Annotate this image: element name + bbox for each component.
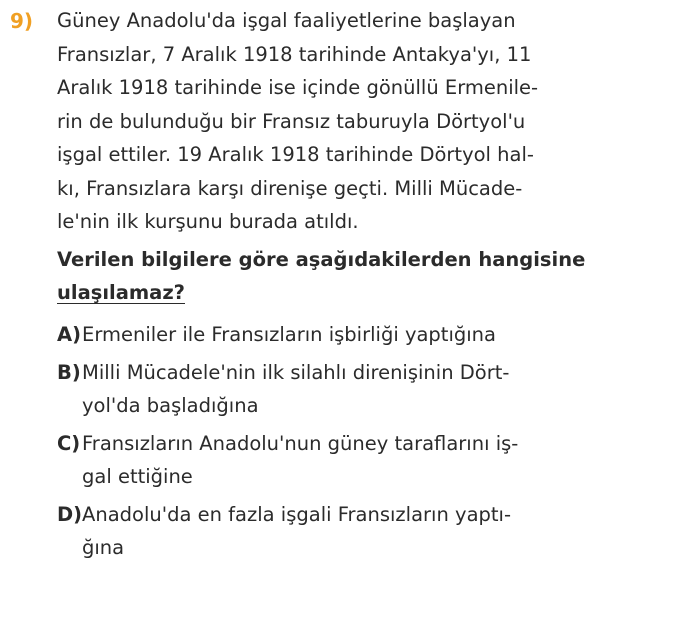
prompt-line-underlined xyxy=(57,276,665,310)
answer-options xyxy=(57,318,665,564)
option-text: yol'da başladığına xyxy=(82,393,259,417)
option-text: Ermeniler ile Fransızların işbirliği yaptığına xyxy=(82,322,496,346)
stem-line: Güney Anadolu'da işgal faaliyetlerine başlayan xyxy=(57,9,516,32)
option-text: ğına xyxy=(82,535,125,559)
option-a[interactable] xyxy=(57,318,665,351)
question-number: 9) xyxy=(10,9,34,33)
option-letter: A) xyxy=(57,322,82,346)
prompt-line: Verilen bilgilere göre aşağıdakilerden hangisine xyxy=(57,247,586,271)
stem-line: Fransızlar, 7 Aralık 1918 tarihinde Antakya'yı, 11 xyxy=(57,42,532,66)
stem-line: işgal ettiler. 19 Aralık 1918 tarihinde Dörtyol hal- xyxy=(57,143,534,166)
stem-line: Aralık 1918 tarihinde ise içinde gönüllü Ermenile- xyxy=(57,76,539,99)
stem-line: le'nin ilk kurşunu burada atıldı. xyxy=(57,210,359,233)
prompt-keyword: ulaşılamaz? xyxy=(57,281,185,304)
question-body xyxy=(57,4,665,569)
option-text: Milli Mücadele'nin ilk silahlı direnişinin Dört- xyxy=(82,360,510,384)
option-text: gal ettiğine xyxy=(82,464,193,488)
question-stem xyxy=(57,4,665,239)
option-letter: D) xyxy=(57,502,83,526)
option-b[interactable] xyxy=(57,356,665,422)
stem-line: kı, Fransızlara karşı direnişe geçti. Milli Mücade- xyxy=(57,176,523,200)
option-letter: B) xyxy=(57,360,81,384)
stem-line: rin de bulunduğu bir Fransız taburuyla Dörtyol'u xyxy=(57,109,526,133)
option-text: Anadolu'da en fazla işgali Fransızların yaptı- xyxy=(82,502,511,526)
option-text: Fransızların Anadolu'nun güney taraflarını iş- xyxy=(82,431,519,455)
option-c[interactable] xyxy=(57,427,665,493)
question-prompt xyxy=(57,243,665,310)
option-letter: C) xyxy=(57,431,81,455)
option-d[interactable] xyxy=(57,498,665,564)
